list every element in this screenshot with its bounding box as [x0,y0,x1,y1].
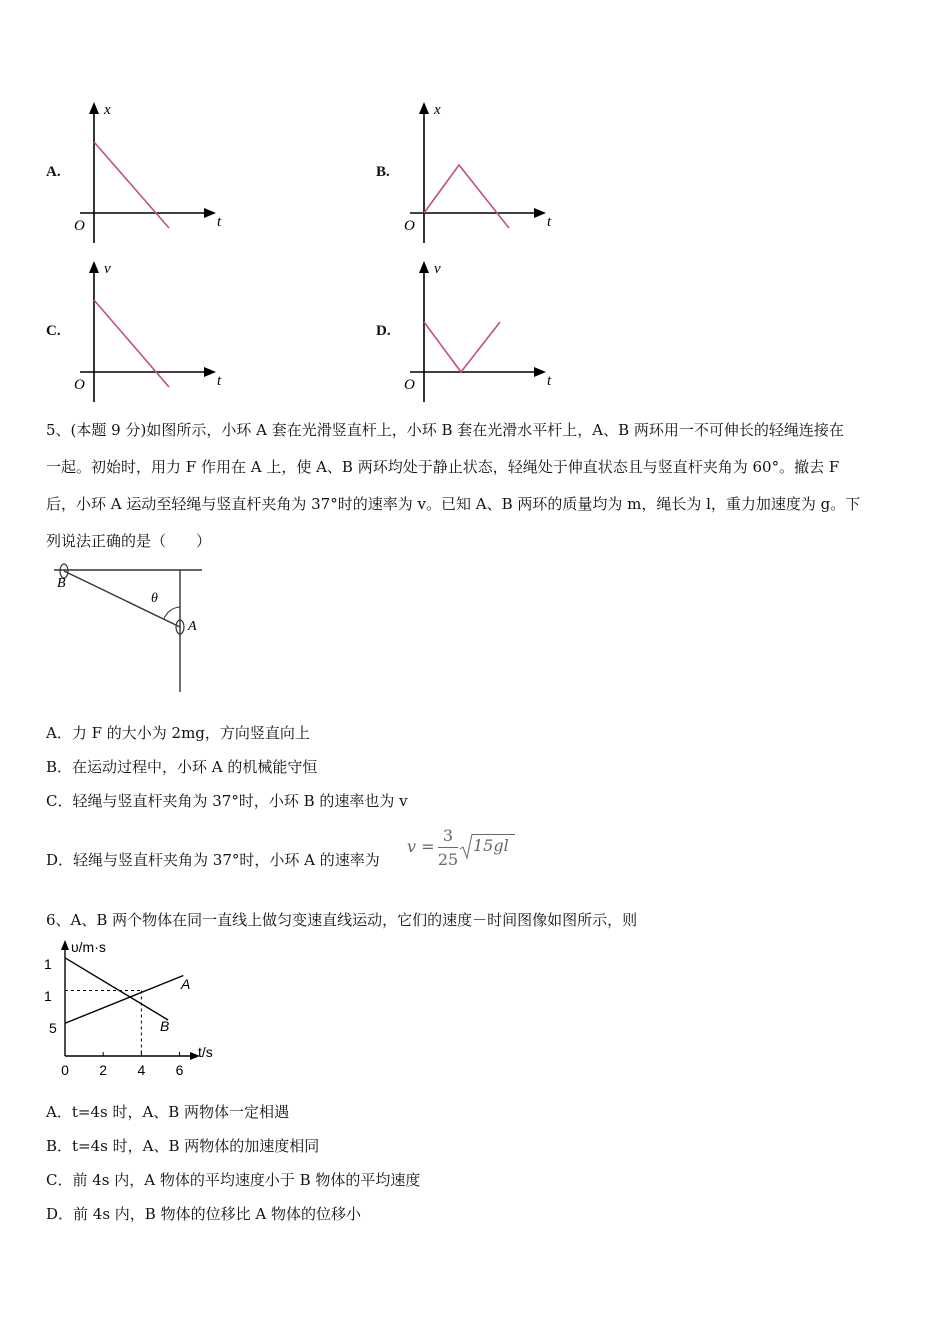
graph-a-line [94,142,169,228]
y-axis-arrow [419,261,429,273]
series-a-label: A [181,976,191,992]
q5-stem-line-3: 后，小环 A 运动至轻绳与竖直杆夹角为 37°时的速率为 v。已知 A、B 两环的质量均为 m，绳长为 l，重力加速度为 g。下 [46,495,861,513]
y-tick-label: 1 [44,988,52,1004]
formula-radicand: 15gl [473,836,509,855]
x-axis-label: t [547,214,552,230]
series-b-label: B [160,1018,170,1034]
series-b-line [65,958,168,1020]
q5-option-a[interactable]: A．力 F 的大小为 2mg，方向竖直向上 [46,724,310,742]
q5-option-c[interactable]: C．轻绳与竖直杆夹角为 37°时，小环 B 的速率也为 v [46,792,408,810]
label-theta: θ [151,591,158,606]
x-axis-label: t [547,373,552,389]
q5-figure [48,562,218,697]
q6-option-c[interactable]: C．前 4s 内，A 物体的平均速度小于 B 物体的平均速度 [46,1171,421,1189]
q6-vt-chart [38,936,228,1080]
x-axis-arrow [204,367,216,377]
rope [64,571,180,627]
graph-c-line [94,300,169,387]
radical-bar [472,834,515,835]
x-tick-label: 2 [99,1062,108,1078]
x-axis-arrow [204,208,216,218]
q6-option-b[interactable]: B．t=4s 时，A、B 两物体的加速度相同 [46,1137,320,1155]
x-axis-label: t [217,214,222,230]
y-axis-arrow [89,261,99,273]
chart-x-label: t/s [198,1044,213,1060]
origin-label: O [404,218,415,234]
graph-b [396,98,566,248]
y-tick-label: 1 [44,956,52,972]
angle-arc [164,607,180,619]
q6-option-a[interactable]: A．t=4s 时，A、B 两物体一定相遇 [46,1103,290,1121]
y-axis-arrow [419,102,429,114]
graph-d-line [424,322,500,372]
y-axis-label: x [104,102,111,118]
origin-label: O [404,377,415,393]
x-tick-label: 4 [137,1062,146,1078]
x-axis-arrow [534,208,546,218]
formula-denominator: 25 [437,850,459,869]
x-axis-arrow [534,367,546,377]
chart-y-label: υ/m·s [71,939,106,955]
origin-label: O [74,377,85,393]
graph-a-label: A. [46,164,61,180]
graph-b-line [424,165,509,228]
chart-y-axis-arrow [61,940,69,950]
y-axis-label: v [104,261,111,277]
q5-stem-line-2: 一起。初始时，用力 F 作用在 A 上，使 A、B 两环均处于静止状态，轻绳处于伸直状态且与竖直杆夹角为 60°。撤去 F [46,458,840,476]
graph-c-label: C. [46,323,61,339]
sqrt-icon [459,832,473,860]
graph-d [396,257,566,407]
y-tick-label: 5 [49,1020,57,1036]
formula-lhs: v = [407,837,435,856]
q5-stem-line-1: 5、(本题 9 分)如图所示，小环 A 套在光滑竖直杆上，小环 B 套在光滑水平杆上，A、B 两环用一不可伸长的轻绳连接在 [46,421,844,439]
fraction-bar [438,847,458,848]
q5-option-d[interactable]: D．轻绳与竖直杆夹角为 37°时，小环 A 的速率为 [46,851,380,869]
q6-option-d[interactable]: D．前 4s 内，B 物体的位移比 A 物体的位移小 [46,1205,361,1223]
y-axis-label: x [434,102,441,118]
label-b: B [57,576,66,591]
label-a: A [188,619,197,634]
graph-d-label: D. [376,323,391,339]
q5-formula [407,826,517,872]
y-axis-label: v [434,261,441,277]
graph-a [66,98,236,248]
graph-c [66,257,236,407]
graph-b-label: B. [376,164,390,180]
q5-stem-line-4: 列说法正确的是（ ） [46,532,212,550]
origin-label: O [74,218,85,234]
q5-option-b[interactable]: B．在运动过程中，小环 A 的机械能守恒 [46,758,318,776]
x-axis-label: t [217,373,222,389]
x-tick-label: 0 [61,1062,69,1078]
x-tick-label: 6 [175,1062,184,1078]
y-axis-arrow [89,102,99,114]
series-a-line [65,975,183,1023]
formula-numerator: 3 [442,826,454,845]
q6-stem: 6、A、B 两个物体在同一直线上做匀变速直线运动，它们的速度－时间图像如图所示，则 [46,911,638,929]
